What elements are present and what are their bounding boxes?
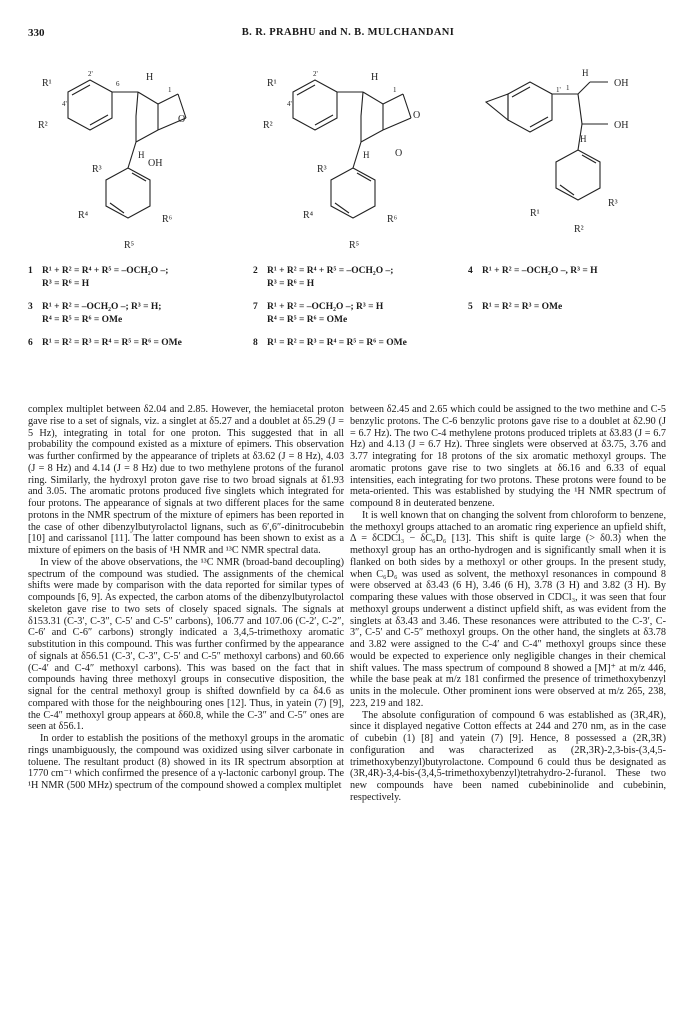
svg-text:4': 4' bbox=[62, 100, 67, 108]
left-column bbox=[28, 404, 344, 792]
definition-row: 7 R¹ + R² = –OCH₂O –; R³ = H bbox=[253, 302, 384, 312]
paragraph: In order to establish the positions of the methoxyl groups in the aromatic rings unambiguously, the compound was oxidized using silver carbonate in toluene. The resultant product (8) showed in its IR spectrum absorption at 1770 cm⁻¹ which confirmed the presence of a γ-lactonic carbonyl group. The ¹H NMR (500 MHz) spectrum of the compound showed a complex multiplet bbox=[28, 733, 344, 791]
svg-text:H: H bbox=[138, 150, 145, 160]
svg-text:H: H bbox=[580, 134, 587, 144]
svg-text:R³: R³ bbox=[317, 164, 327, 175]
structure-1-drawing bbox=[28, 62, 238, 257]
right-column bbox=[350, 404, 666, 804]
structure-2 bbox=[253, 62, 463, 257]
definition-row: 5 R¹ = R² = R³ = OMe bbox=[468, 302, 563, 312]
definition-row: 4 R¹ + R² = –OCH₂O –, R³ = H bbox=[468, 266, 598, 276]
svg-text:O: O bbox=[413, 110, 421, 121]
svg-text:O: O bbox=[178, 114, 186, 125]
svg-text:R⁴: R⁴ bbox=[303, 210, 314, 221]
page-number: 330 bbox=[28, 27, 45, 39]
svg-text:2': 2' bbox=[88, 70, 93, 78]
svg-text:6: 6 bbox=[116, 80, 120, 88]
structure-3-drawing bbox=[468, 62, 668, 257]
svg-text:OH: OH bbox=[614, 78, 629, 89]
svg-text:R²: R² bbox=[574, 224, 584, 235]
svg-text:H: H bbox=[363, 150, 370, 160]
svg-text:2': 2' bbox=[313, 70, 318, 78]
svg-text:R⁶: R⁶ bbox=[162, 214, 173, 225]
svg-text:4': 4' bbox=[287, 100, 292, 108]
definition-row: 8 R¹ = R² = R³ = R⁴ = R⁵ = R⁶ = OMe bbox=[253, 338, 407, 348]
page-header bbox=[28, 27, 668, 43]
structure-2-drawing bbox=[253, 62, 463, 257]
svg-text:1': 1' bbox=[556, 86, 561, 94]
definition-row: R⁴ = R⁵ = R⁶ = OMe bbox=[267, 315, 348, 325]
svg-text:1: 1 bbox=[393, 86, 397, 94]
svg-text:R⁵: R⁵ bbox=[349, 240, 360, 251]
svg-text:OH: OH bbox=[614, 120, 629, 131]
definition-row: R³ = R⁶ = H bbox=[267, 279, 315, 289]
svg-text:1: 1 bbox=[168, 86, 172, 94]
paragraph: complex multiplet between δ2.04 and 2.85. However, the hemiacetal proton gave rise to a set of signals, viz. a singlet at δ5.27 and a doublet at δ5.29 (J = 5 Hz), integrating in total for one proton. This suggested that in all probability the compound existed as a mixture of epimers. This observation was further confirmed by the appearance of triplets at δ3.62 (J = 8 Hz), 4.03 (J = 8 Hz) and 4.14 (J = 8 Hz) due to two methylene protons of the furanol ring. Similarly, the hydroxyl proton gave rise to two broad signals at δ1.93 and 3.05. The aromatic protons produced five singlets which integrated for four protons. The appearance of signals at two different places for the same protons in the NMR spectrum of the mixture of epimers has been reported in the case of other dibenzylbutyrolactol lignans, such as 6′,6″-dinitrocubebin [10] and carissanol [11]. The latter compound has been shown to exist as a mixture of epimers on the basis of ¹H NMR and ¹³C NMR spectral data. bbox=[28, 404, 344, 556]
structure-3 bbox=[468, 62, 668, 257]
definition-row: 6 R¹ = R² = R³ = R⁴ = R⁵ = R⁶ = OMe bbox=[28, 338, 182, 348]
compound-definitions bbox=[28, 265, 668, 385]
svg-text:R¹: R¹ bbox=[42, 78, 52, 89]
definition-row: 2 R¹ + R² = R⁴ + R⁵ = –OCH₂O –; bbox=[253, 266, 394, 276]
structure-1 bbox=[28, 62, 238, 257]
svg-text:H: H bbox=[582, 68, 589, 78]
svg-text:H: H bbox=[371, 72, 379, 83]
paragraph: The absolute configuration of compound 6 was established as (3R,4R), since it displayed negative Cotton effects at 244 and 270 nm, as in the case of cubebin (1) [8] and yatein (7) [9]. Hence, 8 possessed a (2R,3R) configuration and was characterized as (2R,3R)-2,3-bis-(3,4,5-trimethoxybenzyl)butyrolactone. Compound 6 could thus be designated as (3R,4R)-3,4-bis-(3,4,5-trimethoxybenzyl)tetrahydro-2-furanol. These two new compounds have been named cubebininolide and cubebinin, respectively. bbox=[350, 709, 666, 803]
svg-text:R²: R² bbox=[38, 120, 48, 131]
svg-text:OH: OH bbox=[148, 158, 163, 169]
paragraph: between δ2.45 and 2.65 which could be assigned to the two methine and C-5 benzylic protons. The C-6 benzylic protons gave rise to a doublet at δ2.90 (J = 6.7 Hz). The two C-4 methylene protons produced triplets at δ3.83 (J = 6.7 Hz) and 4.13 (J = 6.7 Hz). Three singlets were observed at δ3.75, 3.76 and 3.77 integrating for 18 protons of the six aromatic methoxyl groups. The aromatic protons gave rise to two singlets at δ6.16 and 6.33 of equal intensities, each integrating for two protons. These protons were found to be meta-oriented. This was established by studying the ¹H NMR spectrum of compound 8 in deuterated benzene. bbox=[350, 404, 666, 509]
definition-row: R³ = R⁶ = H bbox=[42, 279, 90, 289]
svg-text:R⁵: R⁵ bbox=[124, 240, 135, 251]
svg-text:R³: R³ bbox=[608, 198, 618, 209]
svg-text:O: O bbox=[395, 148, 403, 159]
svg-text:R¹: R¹ bbox=[267, 78, 277, 89]
svg-text:R⁶: R⁶ bbox=[387, 214, 398, 225]
chemical-structures bbox=[28, 62, 668, 257]
definition-row: 1 R¹ + R² = R⁴ + R⁵ = –OCH₂O –; bbox=[28, 266, 169, 276]
svg-text:H: H bbox=[146, 72, 154, 83]
svg-text:R¹: R¹ bbox=[530, 208, 540, 219]
svg-text:R³: R³ bbox=[92, 164, 102, 175]
svg-text:1: 1 bbox=[566, 84, 570, 92]
svg-text:R²: R² bbox=[263, 120, 273, 131]
definition-row: R⁴ = R⁵ = R⁶ = OMe bbox=[42, 315, 123, 325]
running-head: B. R. PRABHU and N. B. MULCHANDANI bbox=[241, 27, 455, 38]
paragraph: In view of the above observations, the ¹³C NMR (broad-band decoupling) spectrum of the compound was studied. The assignments of the chemical shifts were made by comparison with the data reported for similar types of compounds [6, 9]. As expected, the carbon atoms of the dibenzylbutyrolactol skeleton gave rise to two sets of closely spaced signals. The signals at δ153.31 (C-3′, C-3″, C-5′ and C-5″ carbons), 106.77 and 107.06 (C-2′, C-2″, C-6′ and C-6″ carbons) strongly indicated a 3,4,5-trimethoxy aromatic substitution in this compound. This was further confirmed by the appearance of signals at δ56.51 (C-3′, C-3″, C-5′ and C-5″ methoxyl carbons) and 60.66 (C-4′ and C-4″ methoxyl carbons). This was based on the fact that in compounds having three methoxyl groups in consecutive disposition, the signal for the central methoxyl group is shifted downfield by ca δ4.6 as compared with those for the neighbouring ones [12]. Thus, in yatein (7) [9], the C-4″ methoxyl group appears at δ60.8, while the C-3″ and C-5″ ones are seen at δ56.1. bbox=[28, 556, 344, 733]
paragraph: It is well known that on changing the solvent from chloroform to benzene, the methoxyl groups attached to an aromatic ring experience an upfield shift, Δ = δCDCl₃ − δC₆D₆ [13]. This shift is quite large (> δ0.3) when the methoxyl group has an ortho-hydrogen and is significantly small when it is flanked on both sides by a methoxyl or other groups. In the present study, when C₆D₆ was used as solvent, the methoxyl resonances in compound 8 were observed at δ3.43 (6 H), 3.46 (6 H), 3.78 (3 H) and 3.82 (3 H). By comparing these values with those observed in CDCl₃, it was seen that four methoxyl groups underwent a distinct upfield shift, as was evident from the singlets at δ3.43 and 3.46. These resonances were attributed to the C-3′, C-3″, C-5′ and C-5″ methoxyl groups. On the other hand, the singlets at δ3.78 and 3.82 were assigned to the C-4′ and C-4″ methoxyl groups since these would be expected to experience only negligible changes in their chemical shift values. The mass spectrum of compound 8 showed a [M]⁺ at m/z 446, while the base peak at m/z 181 confirmed the presence of trimethoxybenzyl units in the molecule. Other prominent ions were observed at m/z 265, 238, 223, 219 and 182. bbox=[350, 509, 666, 709]
definition-row: 3 R¹ + R² = –OCH₂O –; R³ = H; bbox=[28, 302, 162, 312]
svg-text:R⁴: R⁴ bbox=[78, 210, 89, 221]
